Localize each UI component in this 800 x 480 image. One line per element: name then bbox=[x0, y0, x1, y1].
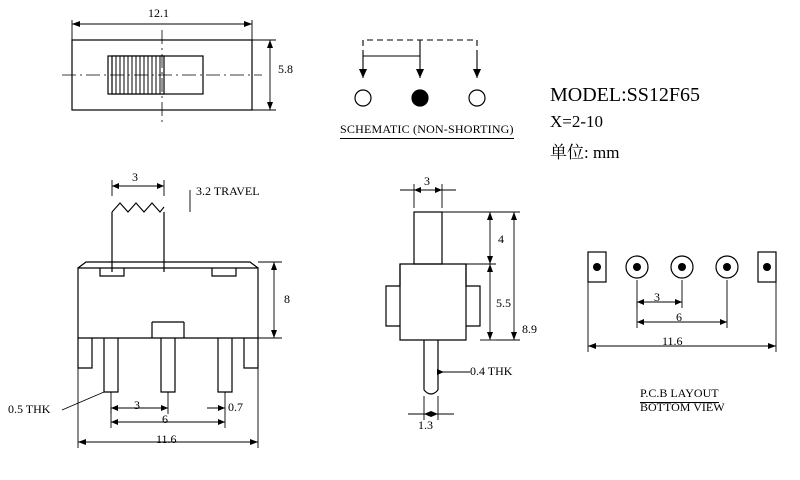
model-title: MODEL:SS12F65 bbox=[550, 84, 701, 106]
pcb-caption-line1: P.C.B LAYOUT bbox=[640, 386, 719, 403]
dim-front-actuator-width: 3 bbox=[132, 170, 138, 184]
dim-side-pin-length: 1.3 bbox=[418, 418, 433, 432]
dim-front-travel: 3.2 TRAVEL bbox=[196, 184, 260, 198]
dim-side-actuator-width: 3 bbox=[424, 174, 430, 188]
dim-side-total-height: 8.9 bbox=[522, 322, 537, 336]
dim-front-body-height: 8 bbox=[284, 292, 290, 306]
dim-front-total-width: 11.6 bbox=[156, 432, 177, 446]
dim-side-body-height: 5.5 bbox=[496, 296, 511, 310]
dim-top-height: 5.8 bbox=[278, 62, 293, 76]
x-range-label: X=2-10 bbox=[550, 112, 604, 131]
dim-pcb-total-width: 11.6 bbox=[662, 334, 683, 348]
dim-top-width: 12.1 bbox=[148, 6, 169, 20]
top-view-geometry bbox=[62, 20, 276, 122]
front-view-geometry bbox=[62, 180, 282, 448]
unit-label: 单位: mm bbox=[550, 143, 620, 162]
dim-front-pin-span: 6 bbox=[162, 412, 168, 426]
dim-front-pin-thickness: 0.5 THK bbox=[8, 402, 51, 416]
dim-front-pin-offset: 0.7 bbox=[228, 400, 243, 414]
dim-side-actuator-height: 4 bbox=[498, 232, 504, 246]
pcb-caption-line2: BOTTOM VIEW bbox=[640, 400, 725, 414]
schematic-caption: SCHEMATIC (NON-SHORTING) bbox=[340, 122, 514, 139]
dim-front-pin-pitch: 3 bbox=[134, 398, 140, 412]
dim-pcb-hole-span: 6 bbox=[676, 310, 682, 324]
dim-side-pin-thickness: 0.4 THK bbox=[470, 364, 513, 378]
schematic-geometry bbox=[355, 40, 485, 106]
dim-pcb-hole-pitch: 3 bbox=[654, 290, 660, 304]
